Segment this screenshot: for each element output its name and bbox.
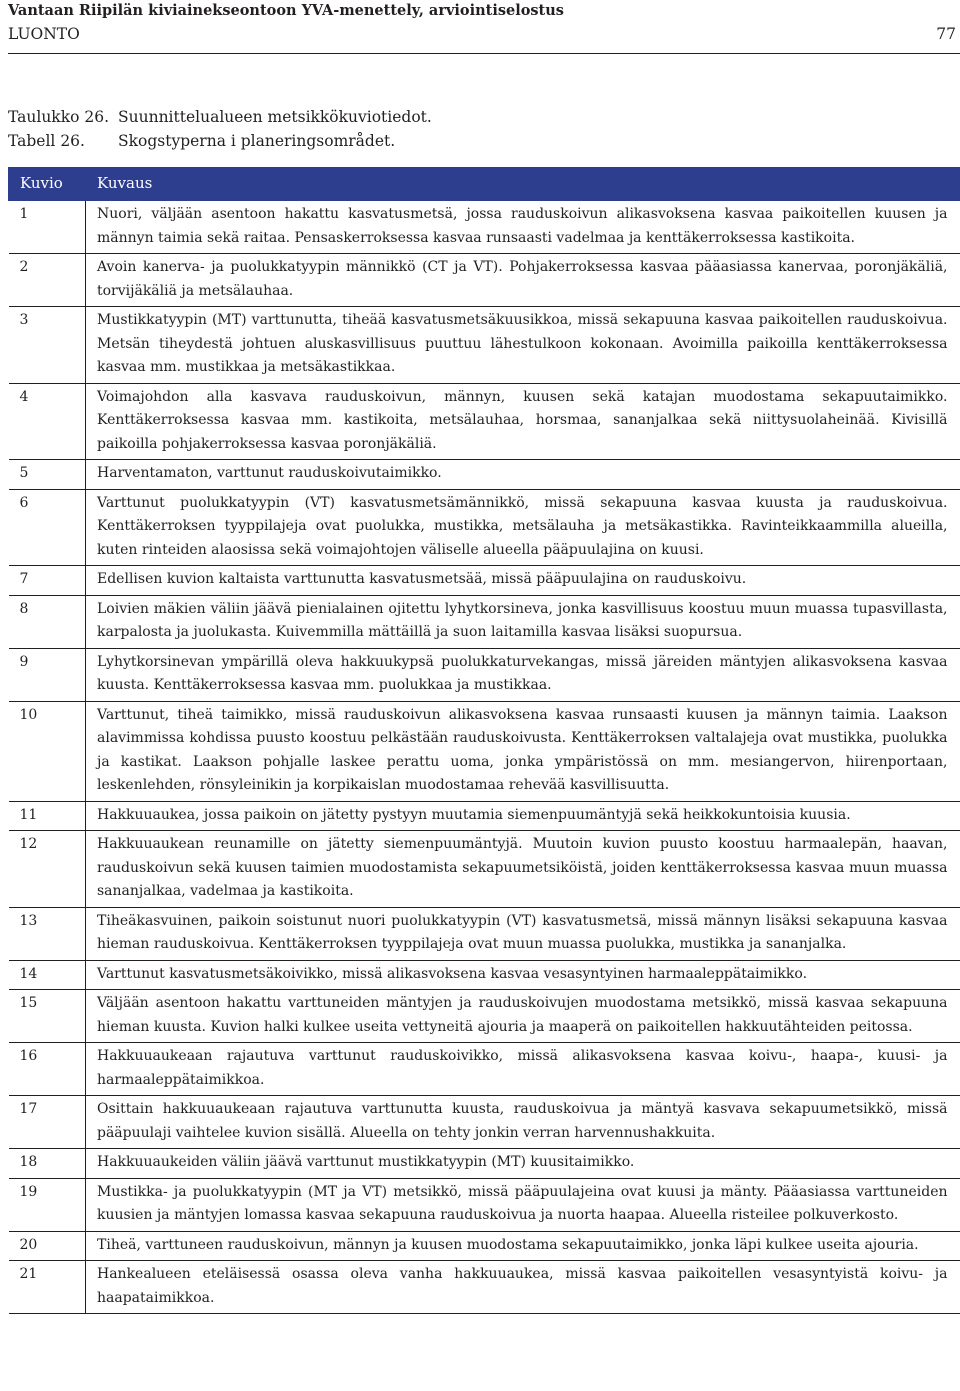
kuvaus-text: Varttunut puolukkatyypin (VT) kasvatusmetsämännikkö, missä sekapuuna kasvaa kuusta ja rauduskoivua. Kenttäkerroksen tyyppilajeja ovat puolukka, mustikka, metsälauha ja metsäkastikka. Ravinteikkaammilla alueilla, kuten rinteiden alaosissa sekä voimajohtojen väliselle alueella pääpuulajina on kuusi. [86,489,960,566]
kuvaus-text: Nuori, väljään asentoon hakattu kasvatusmetsä, jossa rauduskoivun alikasvoksena kasvaa paikoitellen kuusen ja männyn taimia sekä raitaa. Pensaskerroksessa kasvaa runsaasti vadelmaa ja kenttäkerroksessa kastikoita. [86,201,960,254]
kuvio-number: 3 [9,307,86,384]
column-header-kuvaus: Kuvaus [86,168,960,201]
kuvio-number: 4 [9,383,86,460]
kuvio-number: 7 [9,566,86,596]
kuvio-number: 5 [9,460,86,490]
table-header-row [9,168,960,201]
table-row [9,831,960,908]
table-row [9,595,960,648]
data-table [8,167,960,1314]
kuvaus-text: Varttunut, tiheä taimikko, missä rauduskoivun alikasvoksena kasvaa runsaasti kuusen ja männyn taimia. Laakson alavimmissa kohdissa puusto koostuu pelkästään rauduskoivusta. Kenttäkerroksen valtalajeja ovat mustikka, puolukka ja kastikat. Laakson pohjalle laskee perattu uoma, jonka ympäristössä on mm. mesiangervon, hiirenportaan, leskenlehden, rönsyleinikin ja korpikaislan muodostamaa rehevää kasvillisuutta. [86,701,960,801]
kuvaus-text: Hakkuuaukea, jossa paikoin on jätetty pystyyn muutamia siemenpuumäntyjä sekä heikkokuntoisia kuusia. [86,801,960,831]
kuvio-number: 13 [9,907,86,960]
kuvaus-text: Mustikka- ja puolukkatyypin (MT ja VT) metsikkö, missä pääpuulajeina ovat kuusi ja mänty. Pääasiassa varttuneiden kuusien ja mäntyjen lomassa kasvaa sekapuuna rauduskoivua ja nuorta haapaa. Alueella risteilee polkuverkosto. [86,1178,960,1231]
kuvio-number: 14 [9,960,86,990]
caption-number: Tabell 26. [8,132,85,150]
forest-compartment-table [8,167,960,1314]
table-row [9,383,960,460]
kuvaus-text: Lyhytkorsinevan ympärillä oleva hakkuukypsä puolukkaturvekangas, missä järeiden mäntyjen alikasvoksena kasvaa kuusta. Kenttäkerroksessa kasvaa mm. puolukkaa ja mustikkaa. [86,648,960,701]
kuvio-number: 16 [9,1043,86,1096]
table-row [9,990,960,1043]
caption-sv [8,129,432,153]
table-row [9,907,960,960]
section-name: LUONTO [8,25,80,43]
kuvaus-text: Voimajohdon alla kasvava rauduskoivun, männyn, kuusen sekä katajan muodostama sekapuutaimikko. Kenttäkerroksessa kasvaa mm. kastikoita, metsälauhaa, horsmaa, sananjalkaa sekä niittysuolaheinää. Kivisillä paikoilla pohjakerroksessa kasvaa poronjäkäliä. [86,383,960,460]
kuvio-number: 12 [9,831,86,908]
kuvaus-text: Mustikkatyypin (MT) varttunutta, tiheää kasvatusmetsäkuusikkoa, missä sekapuuna kasvaa paikoitellen rauduskoivua. Metsän tiheydestä johtuen aluskasvillisuus puuttuu lähestulkoon kokonaan. Avoimilla paikoilla kenttäkerroksessa kasvaa mm. mustikkaa ja metsäkastikkaa. [86,307,960,384]
table-row [9,801,960,831]
kuvio-number: 21 [9,1261,86,1314]
page-header [8,0,960,48]
table-row [9,201,960,254]
column-header-kuvio: Kuvio [9,168,86,201]
kuvio-number: 18 [9,1149,86,1179]
kuvaus-text: Avoin kanerva- ja puolukkatyypin männikkö (CT ja VT). Pohjakerroksessa kasvaa pääasiassa kanervaa, poronjäkäliä, torvijäkäliä ja metsälauhaa. [86,254,960,307]
kuvaus-text: Hankealueen eteläisessä osassa oleva vanha hakkuuaukea, missä kasvaa paikoitellen vesasyntyistä koivu- ja haapataimikkoa. [86,1261,960,1314]
kuvio-number: 6 [9,489,86,566]
kuvaus-text: Harventamaton, varttunut rauduskoivutaimikko. [86,460,960,490]
table-row [9,701,960,801]
caption-text: Suunnittelualueen metsikkökuviotiedot. [118,108,432,126]
kuvaus-text: Loivien mäkien väliin jäävä pienialainen ojitettu lyhytkorsineva, jonka kasvillisuus koostuu muun muassa tupasvillasta, karpalosta ja juolukasta. Kuivemmilla mättäillä ja suon laitamilla kasvaa lisäksi suopursua. [86,595,960,648]
kuvaus-text: Hakkuuaukeaan rajautuva varttunut rauduskoivikko, missä alikasvoksena kasvaa koivu-, haapa-, kuusi- ja harmaaleppätaimikkoa. [86,1043,960,1096]
table-row [9,1178,960,1231]
table-row [9,460,960,490]
table-row [9,960,960,990]
kuvio-number: 2 [9,254,86,307]
table-body [9,201,960,1314]
kuvaus-text: Hakkuuaukean reunamille on jätetty siemenpuumäntyjä. Muutoin kuvion puusto koostuu harmaalepän, haavan, rauduskoivun sekä kuusen taimien muodostamista sekapuumetsiköistä, joiden kenttäkerroksessa kasvaa muun muassa sananjalkaa, vadelmaa ja kastikoita. [86,831,960,908]
table-row [9,1149,960,1179]
kuvaus-text: Hakkuuaukeiden väliin jäävä varttunut mustikkatyypin (MT) kuusitaimikko. [86,1149,960,1179]
table-row [9,1261,960,1314]
table-row [9,1043,960,1096]
kuvio-number: 11 [9,801,86,831]
kuvio-number: 8 [9,595,86,648]
table-row [9,307,960,384]
kuvio-number: 17 [9,1096,86,1149]
kuvio-number: 10 [9,701,86,801]
caption-fi [8,105,432,129]
table-row [9,489,960,566]
table-row [9,648,960,701]
kuvio-number: 20 [9,1231,86,1261]
kuvaus-text: Tiheä, varttuneen rauduskoivun, männyn ja kuusen muodostama sekapuutaimikko, jonka läpi kulkee useita ajouria. [86,1231,960,1261]
kuvio-number: 9 [9,648,86,701]
kuvio-number: 19 [9,1178,86,1231]
kuvaus-text: Varttunut kasvatusmetsäkoivikko, missä alikasvoksena kasvaa vesasyntyinen harmaaleppätaimikko. [86,960,960,990]
kuvaus-text: Edellisen kuvion kaltaista varttunutta kasvatusmetsää, missä pääpuulajina on rauduskoivu. [86,566,960,596]
caption-text: Skogstyperna i planeringsområdet. [118,132,396,150]
page-number: 77 [936,25,956,43]
kuvaus-text: Osittain hakkuuaukeaan rajautuva varttunutta kuusta, rauduskoivua ja mäntyä kasvava sekapuumetsikkö, missä pääpuulaji vaihtelee kuvion sisällä. Alueella on tehty jonkin verran harvennushakkuita. [86,1096,960,1149]
kuvaus-text: Tiheäkasvuinen, paikoin soistunut nuori puolukkatyypin (VT) kasvatusmetsä, missä männyn lisäksi sekapuuna kasvaa hieman rauduskoivua. Kenttäkerroksen tyyppilajeja ovat muun muassa puolukka, mustikka ja sananjalka. [86,907,960,960]
table-captions [8,105,432,153]
document-title: Vantaan Riipilän kiviainekseontoon YVA-menettely, arviointiselostus [8,2,564,19]
caption-number: Taulukko 26. [8,108,109,126]
kuvio-number: 1 [9,201,86,254]
table-row [9,566,960,596]
table-row [9,1231,960,1261]
header-divider [8,53,960,54]
kuvio-number: 15 [9,990,86,1043]
table-row [9,254,960,307]
kuvaus-text: Väljään asentoon hakattu varttuneiden mäntyjen ja rauduskoivujen muodostama metsikkö, missä kasvaa sekapuuna hieman kuusta. Kuvion halki kulkee useita vettyneitä ajouria ja maaperä on paikoitellen hakkuutähteiden peitossa. [86,990,960,1043]
table-row [9,1096,960,1149]
section-row [8,21,960,48]
